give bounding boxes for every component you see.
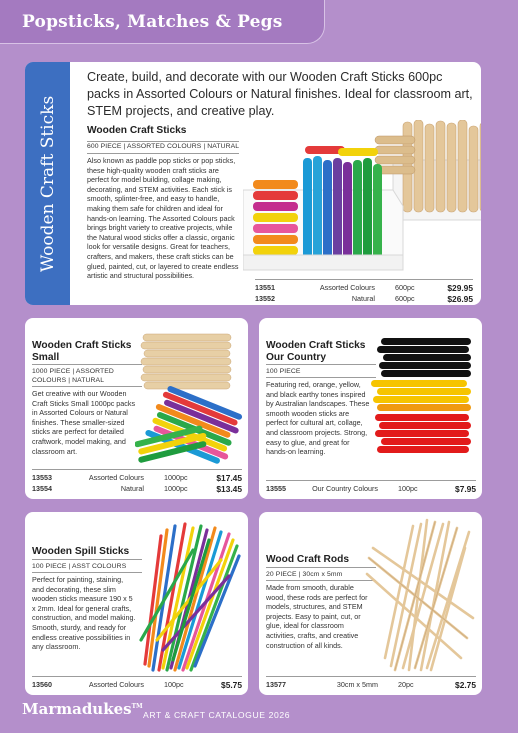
- brand-name: Marmadukes: [22, 700, 132, 718]
- product-card: [25, 512, 248, 695]
- divider: [266, 676, 476, 677]
- price-table: [32, 469, 242, 494]
- product-code: 13577: [266, 680, 286, 689]
- category-label: Wooden Craft Sticks: [37, 95, 58, 272]
- product-description: Made from smooth, durable wood, these rods are perfect for models, structures, and STEM projects. Easy to paint, cut, or glue, ideal for classroom activities, crafts, and creative construction of all kinds.: [266, 583, 368, 650]
- quantity: 100pc: [398, 484, 418, 493]
- price-table: [266, 480, 476, 494]
- variant-name: Natural: [351, 294, 375, 303]
- product-spec: 100 PIECE: [266, 368, 301, 375]
- divider: [32, 572, 142, 573]
- price-table: [266, 676, 476, 690]
- product-description: Get creative with our Wooden Craft Sticks Small 1000pc packs in Assorted Colours or Natural finishes. These smaller-sized sticks are perfect for detailed craftwork, model making, and classroom art.: [32, 389, 136, 456]
- variant-name: Assorted Colours: [319, 283, 375, 292]
- price: $13.45: [216, 483, 242, 494]
- divider: [266, 364, 376, 365]
- quantity: 100pc: [164, 680, 184, 689]
- product-title: Wooden Craft Sticks: [87, 125, 187, 136]
- catalogue-label: ART & CRAFT CATALOGUE 2026: [143, 710, 291, 720]
- product-spec: 1000 PIECE | ASSORTED COLOURS | NATURAL: [32, 368, 114, 384]
- brand-logo: [22, 700, 143, 718]
- price: $26.95: [447, 293, 473, 304]
- divider: [266, 580, 376, 581]
- product-image-small-sticks: [135, 332, 245, 467]
- product-title: Wooden Spill Sticks: [32, 546, 130, 557]
- product-title: Wooden Craft Sticks Small: [32, 340, 132, 363]
- product-title: Wood Craft Rods: [266, 554, 350, 565]
- price: $5.75: [221, 679, 242, 690]
- trademark: TM: [131, 703, 143, 710]
- divider: [266, 480, 476, 481]
- product-code: 13555: [266, 484, 286, 493]
- product-image-our-country-sticks: [367, 336, 475, 466]
- variant-name: Assorted Colours: [88, 680, 144, 689]
- divider: [32, 469, 242, 470]
- table-row: [32, 679, 242, 690]
- variant-name: Our Country Colours: [312, 484, 378, 493]
- product-description: Featuring red, orange, yellow, and black earthy tones inspired by Australian landscapes. These smooth wooden sticks are perfect for cultural art, collage, and classroom projects. Strong, easy to glue, and great for hands-on learning.: [266, 380, 370, 457]
- price: $2.75: [455, 679, 476, 690]
- product-description: Also known as paddle pop sticks or pop sticks, these high-quality wooden craft sticks are perfect for model building, collage making, decorating, and STEM activities. Each stick is smooth, splinter-free, and easy to handle, making them safe for children and ideal for hands-on learning. The Assorted Colours pack brings bright variety to creative projects, while the Natural wood sticks offer a classic, organic look for versatile designs. Great for teachers, crafters, and makers, these craft sticks can be glued, painted, cut, or layered to create endless artistic and structural possibilities.: [87, 156, 239, 281]
- quantity: 20pc: [398, 680, 414, 689]
- variant-name: Natural: [120, 484, 144, 493]
- price: $7.95: [455, 483, 476, 494]
- product-code: 13560: [32, 680, 52, 689]
- category-sidebar: [25, 62, 70, 305]
- product-code: 13553: [32, 473, 52, 482]
- table-row: [266, 679, 476, 690]
- divider: [32, 559, 142, 560]
- product-card: [259, 512, 482, 695]
- product-description: Perfect for painting, staining, and decorating, these slim wooden sticks measure 190 x 5 x 2mm. Ideal for general crafts, construction, and model making. Smooth, sturdy, and ready for endless creative possibilities in any classroom.: [32, 575, 136, 652]
- table-row: [266, 483, 476, 494]
- variant-name: 30cm x 5mm: [336, 680, 378, 689]
- product-image-wood-rods: [365, 518, 477, 674]
- divider: [266, 567, 376, 568]
- table-row: [255, 293, 473, 304]
- product-code: 13551: [255, 283, 275, 292]
- product-card: [259, 318, 482, 499]
- product-spec: 100 PIECE | ASST COLOURS: [32, 563, 127, 570]
- table-row: [32, 472, 242, 483]
- intro-text: Create, build, and decorate with our Wooden Craft Sticks 600pc packs in Assorted Colours or Natural finishes. Ideal for classroom art, STEM projects, and creative play.: [87, 70, 473, 118]
- product-spec: 20 PIECE | 30cm x 5mm: [266, 571, 343, 578]
- divider: [87, 153, 239, 154]
- quantity: 1000pc: [164, 473, 188, 482]
- product-image-spill-sticks: [133, 520, 245, 672]
- quantity: 600pc: [395, 294, 415, 303]
- product-title: Wooden Craft Sticks Our Country: [266, 340, 366, 363]
- price-table: [255, 279, 473, 304]
- quantity: 1000pc: [164, 484, 188, 493]
- divider: [255, 279, 473, 280]
- price-table: [32, 676, 242, 690]
- page-title: Popsticks, Matches & Pegs: [22, 12, 283, 32]
- product-image-craft-sticks: [243, 120, 481, 272]
- divider: [87, 141, 239, 142]
- divider: [32, 386, 142, 387]
- product-code: 13552: [255, 294, 275, 303]
- page-header: [0, 0, 325, 44]
- divider: [32, 364, 142, 365]
- price: $17.45: [216, 472, 242, 483]
- hero-product-card: [25, 62, 481, 305]
- variant-name: Assorted Colours: [88, 473, 144, 482]
- product-card: [25, 318, 248, 499]
- table-row: [32, 483, 242, 494]
- price: $29.95: [447, 282, 473, 293]
- divider: [32, 676, 242, 677]
- quantity: 600pc: [395, 283, 415, 292]
- product-spec: 600 PIECE | ASSORTED COLOURS | NATURAL: [87, 143, 240, 150]
- divider: [266, 377, 376, 378]
- product-code: 13554: [32, 484, 52, 493]
- table-row: [255, 282, 473, 293]
